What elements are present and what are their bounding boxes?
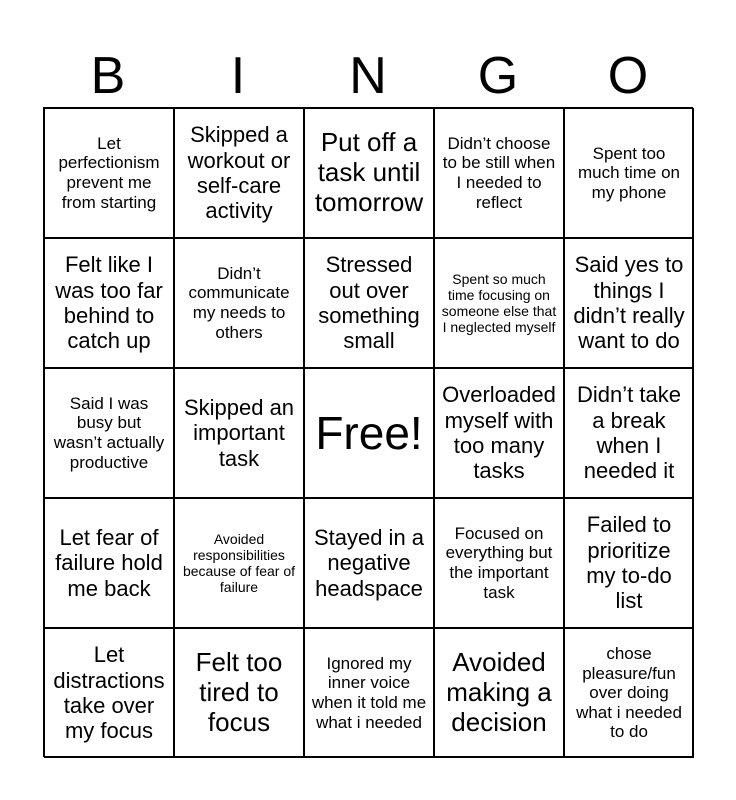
bingo-header	[43, 44, 693, 108]
header-letter-g: G	[477, 47, 519, 105]
cell-text: Spent so much time focusing on someone else that I neglected myself	[441, 270, 557, 336]
bingo-cell-r3c5[interactable]	[564, 368, 694, 498]
bingo-cell-r3c2[interactable]	[174, 368, 304, 498]
cell-text: Stayed in a negative headspace	[313, 525, 425, 601]
bingo-cell-free[interactable]	[304, 368, 434, 498]
bingo-cell-r2c1[interactable]	[44, 238, 174, 368]
cell-text: Skipped a workout or self-care activity	[187, 122, 291, 224]
header-letter-n: N	[349, 47, 387, 105]
bingo-cell-r5c2[interactable]	[174, 628, 304, 758]
bingo-cell-r2c2[interactable]	[174, 238, 304, 368]
bingo-cell-r5c1[interactable]	[44, 628, 174, 758]
header-letter-o: O	[607, 47, 649, 105]
header-letter-b: B	[90, 47, 126, 105]
bingo-cell-r2c3[interactable]	[304, 238, 434, 368]
bingo-cell-r4c5[interactable]	[564, 498, 694, 628]
cell-text: chose pleasure/fun over doing what i needed to do	[576, 644, 682, 742]
cell-text: Focused on everything but the important task	[445, 523, 553, 602]
bingo-cell-r1c3[interactable]	[304, 108, 434, 238]
bingo-cell-r2c5[interactable]	[564, 238, 694, 368]
bingo-cell-r3c4[interactable]	[434, 368, 564, 498]
cell-text: Spent too much time on my phone	[577, 143, 681, 202]
bingo-cell-r1c2[interactable]	[174, 108, 304, 238]
cell-text: Overloaded myself with too many tasks	[442, 382, 556, 484]
cell-text: Didn’t choose to be still when I needed to reflect	[442, 133, 556, 212]
cell-text: Let perfectionism prevent me from starting	[58, 133, 160, 212]
bingo-cell-r5c5[interactable]	[564, 628, 694, 758]
cell-text: Skipped an important task	[183, 395, 295, 471]
bingo-cell-r4c4[interactable]	[434, 498, 564, 628]
bingo-cell-r5c3[interactable]	[304, 628, 434, 758]
bingo-cell-r4c3[interactable]	[304, 498, 434, 628]
cell-text: Felt like I was too far behind to catch up	[55, 252, 163, 354]
cell-text: Failed to prioritize my to-do list	[586, 512, 672, 614]
cell-text: Said I was busy but wasn’t actually productive	[53, 393, 165, 472]
cell-text: Ignored my inner voice when it told me what i needed	[311, 653, 427, 732]
cell-text: Avoided making a decision	[446, 647, 552, 737]
bingo-cell-r1c4[interactable]	[434, 108, 564, 238]
cell-text: Said yes to things I didn’t really want to do	[573, 252, 685, 354]
cell-text: Put off a task until tomorrow	[314, 127, 424, 217]
bingo-cell-r2c4[interactable]	[434, 238, 564, 368]
cell-text: Felt too tired to focus	[195, 647, 283, 737]
header-letter-i: I	[230, 47, 246, 105]
cell-text: Didn’t communicate my needs to others	[188, 263, 290, 342]
free-space-text: Free!	[315, 406, 423, 459]
bingo-cell-r4c2[interactable]	[174, 498, 304, 628]
cell-text: Avoided responsibilities because of fear of failure	[182, 530, 296, 596]
bingo-cell-r4c1[interactable]	[44, 498, 174, 628]
cell-text: Didn’t take a break when I needed it	[577, 382, 681, 484]
bingo-cell-r5c4[interactable]	[434, 628, 564, 758]
cell-text: Let distractions take over my focus	[53, 642, 165, 744]
bingo-cell-r1c1[interactable]	[44, 108, 174, 238]
bingo-cell-r1c5[interactable]	[564, 108, 694, 238]
cell-text: Stressed out over something small	[318, 252, 420, 354]
cell-text: Let fear of failure hold me back	[55, 525, 163, 601]
bingo-grid	[43, 107, 693, 757]
bingo-cell-r3c1[interactable]	[44, 368, 174, 498]
